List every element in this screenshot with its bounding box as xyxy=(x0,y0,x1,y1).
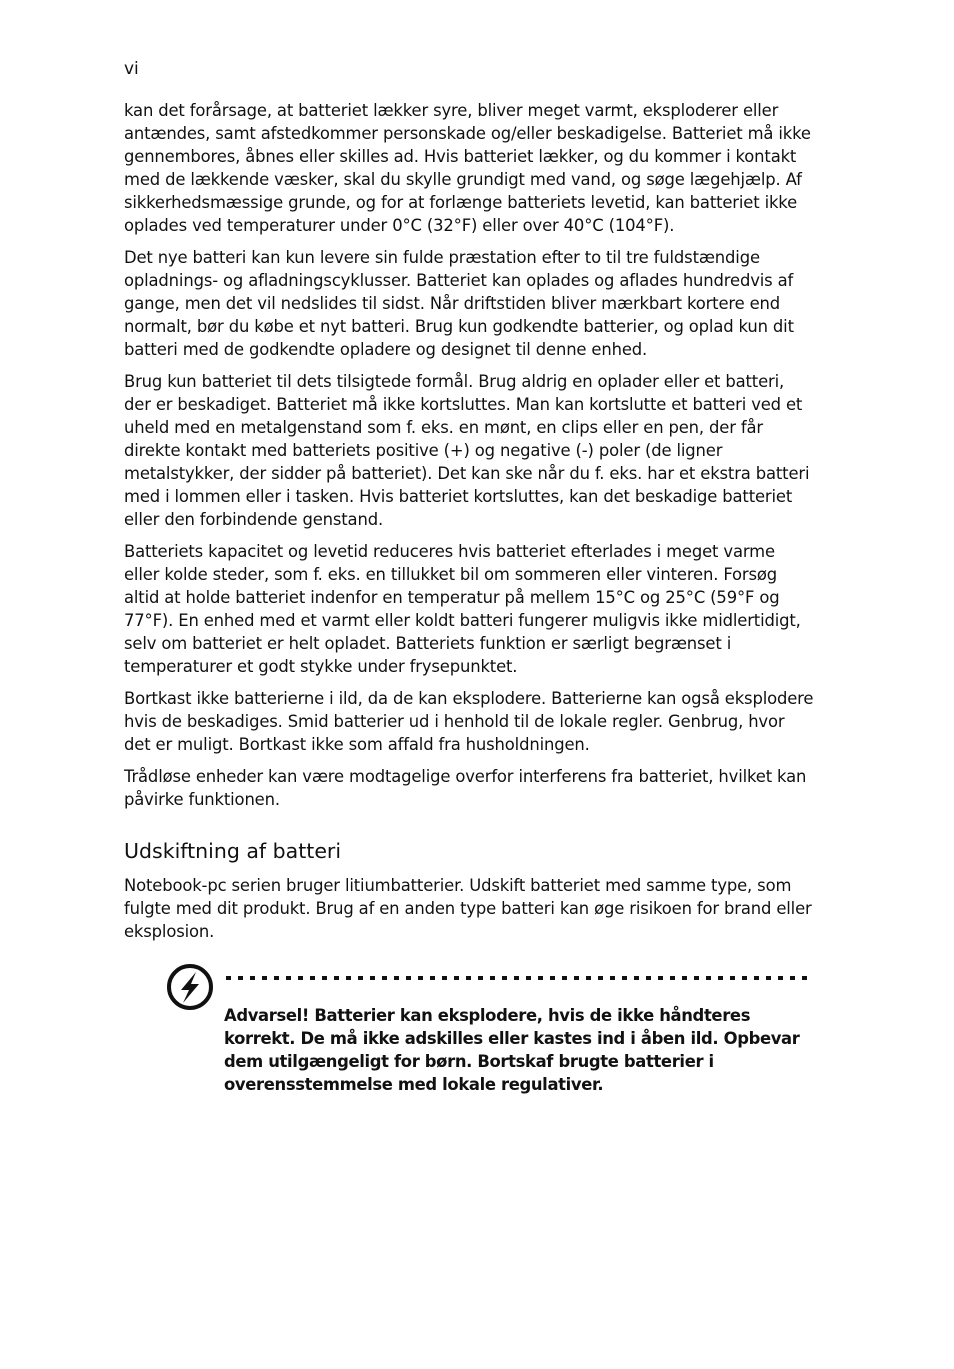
warning-note xyxy=(124,963,814,1103)
lightning-warning-icon xyxy=(166,963,214,1011)
section-heading: Udskiftning af batteri xyxy=(124,839,342,863)
page-content xyxy=(124,99,814,1103)
body-paragraph: Batteriets kapacitet og levetid reduceres hvis batteriet efterlades i meget varme eller kolde steder, som f. eks. en tillukket bil om sommeren eller vinteren. Forsøg altid at holde batteriet indenfor en temperatur på mellem 15°C og 25°C (59°F og 77°F). En enhed med et varmt eller koldt batteri fungerer muligvis ikke midlertidigt, selv om batteriet er helt opladet. Batteriets funktion er særligt begrænset i temperaturer et godt stykke under frysepunktet. xyxy=(124,542,801,676)
body-paragraph: Bortkast ikke batterierne i ild, da de kan eksplodere. Batterierne kan også eksplodere hvis de beskadiges. Smid batterier ud i henhold til de lokale regler. Genbrug, hvor det er muligt. Bortkast ikke som affald fra husholdningen. xyxy=(124,689,814,754)
body-paragraph: Trådløse enheder kan være modtagelige overfor interferens fra batteriet, hvilket kan påvirke funktionen. xyxy=(124,767,807,809)
page-number: vi xyxy=(124,59,139,79)
section-paragraph: Notebook-pc serien bruger litiumbatterier. Udskift batteriet med samme type, som fulgte med dit produkt. Brug af en anden type batteri kan øge risikoen for brand eller eksplosion. xyxy=(124,876,812,941)
warning-text: Advarsel! Batterier kan eksplodere, hvis de ikke håndteres korrekt. De må ikke adskilles eller kastes ind i åben ild. Opbevar dem utilgængeligt for børn. Bortskaf brugte batterier i overensstemmelse med lokale regulativer. xyxy=(224,1006,800,1094)
body-paragraph: Brug kun batteriet til dets tilsigtede formål. Brug aldrig en oplader eller et batteri, der er beskadiget. Batteriet må ikke kortsluttes. Man kan kortslutte et batteri ved et uheld med en metalgenstand som f. eks. en mønt, en clips eller en pen, der får direkte kontakt med batteriets positive (+) og negative (-) poler (de ligner metalstykker, der sidder på batteriet). Det kan ske når du f. eks. har et ekstra batteri med i lommen eller i tasken. Hvis batteriet kortsluttes, kan det beskadige batteriet eller den forbindende genstand. xyxy=(124,372,810,529)
dotted-divider xyxy=(224,975,812,981)
body-paragraph: kan det forårsage, at batteriet lækker syre, bliver meget varmt, eksploderer eller antændes, samt afstedkommer personskade og/eller beskadigelse. Batteriet må ikke gennembores, åbnes eller skilles ad. Hvis batteriet lækker, og du kommer i kontakt med de lækkende væsker, skal du skylle grundigt med vand, og søge lægehjælp. Af sikkerhedsmæssige grunde, og for at forlænge batteriets levetid, kan batteriet ikke oplades ved temperaturer under 0°C (32°F) eller over 40°C (104°F). xyxy=(124,101,811,235)
body-paragraph: Det nye batteri kan kun levere sin fulde præstation efter to til tre fuldstændige opladnings- og afladningscyklusser. Batteriet kan oplades og aflades hundredvis af gange, men det vil nedslides til sidst. Når driftstiden bliver mærkbart kortere end normalt, bør du købe et nyt batteri. Brug kun godkendte batterier, og oplad kun dit batteri med de godkendte opladere og designet til denne enhed. xyxy=(124,248,794,359)
